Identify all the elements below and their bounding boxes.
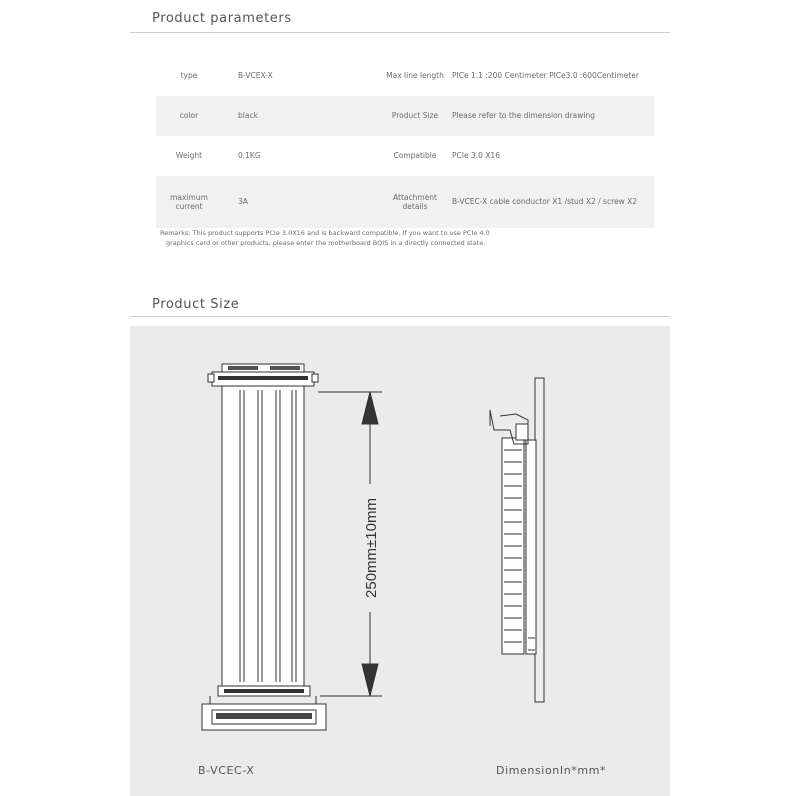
param-value: B-VCEX-X	[238, 71, 273, 81]
model-caption: B-VCEC-X	[198, 764, 255, 777]
remarks-note	[160, 228, 540, 248]
param-value: PCIe 3.0 X16	[452, 151, 500, 161]
param-value: Please refer to the dimension drawing	[452, 111, 595, 121]
dimension-drawing-panel	[130, 326, 670, 796]
param-label: Max line length	[386, 71, 444, 81]
param-label: type	[180, 71, 198, 81]
table-row	[156, 176, 654, 228]
param-label: Weight	[175, 151, 203, 161]
param-label: Product Size	[391, 111, 439, 121]
param-value: 3A	[238, 197, 248, 207]
param-label: color	[179, 111, 199, 121]
param-value: B-VCEC-X cable conductor X1 /stud X2 / screw X2	[452, 197, 638, 207]
param-label: maximum current	[170, 192, 208, 211]
product-parameters-title: Product parameters	[152, 11, 292, 26]
param-label: Attachment details	[393, 192, 437, 211]
parameters-table	[156, 56, 654, 228]
remarks-line-2: graphics card or other products, please enter the motherboard BOIS in a directly connected state.	[166, 239, 486, 247]
dimension-label: 250mm±10mm	[363, 498, 380, 598]
param-label: Compatible	[393, 151, 437, 161]
product-size-title: Product Size	[152, 297, 240, 312]
param-value: black	[238, 111, 258, 121]
param-value: 0.1KG	[238, 151, 261, 161]
param-value: PICe 1.1 :200 Centimeter PICe3.0 :600Centimeter	[452, 71, 640, 81]
title-divider	[130, 32, 670, 33]
remarks-line-1: Remarks: This product supports PCIe 3.0X16 and is backward compatible. If you want to use PCIe 4.0	[160, 229, 490, 237]
table-row	[156, 56, 654, 96]
riser-cable-front-view	[202, 364, 326, 730]
units-caption: DimensionIn*mm*	[496, 764, 607, 777]
riser-side-view	[490, 378, 544, 702]
table-row	[156, 136, 654, 176]
title-divider	[130, 316, 670, 317]
table-row	[156, 96, 654, 136]
dimension-drawing	[130, 326, 670, 796]
